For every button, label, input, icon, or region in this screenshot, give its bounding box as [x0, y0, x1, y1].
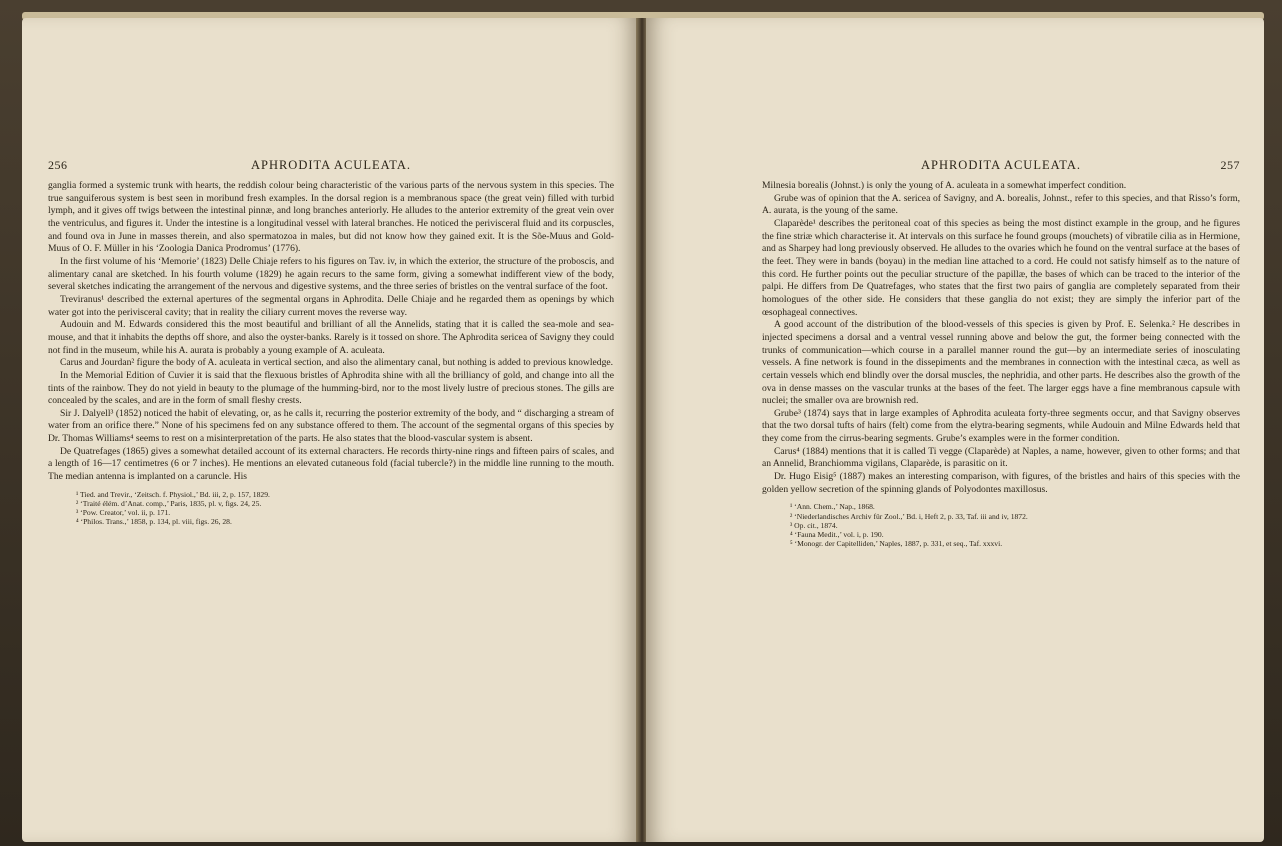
left-paragraph: Sir J. Dalyell³ (1852) noticed the habit of elevating, or, as he calls it, recurring the posterior extremity of the body, and “ discharging a stream of water from an orifice there.” None of his specimens fed on any substance offered to them. The account of the segmental organs of this species by Dr. Thomas Williams⁴ seems to rest on a misinterpretation of the parts. He also states that the blood-vascular system is absent.: [48, 407, 614, 445]
right-paragraph: Milnesia borealis (Johnst.) is only the young of A. aculeata in a somewhat imperfect condition.: [762, 180, 1127, 191]
left-page-number: 256: [48, 158, 68, 172]
left-footnotes: [48, 490, 614, 527]
left-page-header: [48, 158, 614, 180]
left-paragraph: In the first volume of his ‘Memorie’ (1823) Delle Chiaje refers to his figures on Tav. iv, in which the exterior, the structure of the proboscis, and alimentary canal are sketched. In his fourth volume (1829) he again recurs to the same form, giving a somewhat indifferent view of the body, several sketches indicating the arrangement of the nervous and digestive systems, and the three series of bristles on the ventral surface of the foot.: [48, 255, 614, 293]
left-footnote: ³ ‘Pow. Creator,’ vol. ii, p. 171.: [76, 508, 171, 518]
left-page: [22, 18, 638, 842]
right-paragraph: Grube was of opinion that the A. sericea of Savigny, and A. borealis, Johnst., refer to this species, and that Risso’s form, A. aurata, is the young of the same.: [762, 192, 1240, 217]
left-footnote: ¹ Tied. and Trevir., ‘Zeitsch. f. Physiol.,’ Bd. iii, 2, p. 157, 1829.: [76, 489, 270, 499]
right-paragraph: Grube³ (1874) says that in large examples of Aphrodita aculeata forty-three segments occur, and that Savigny observes that the two dorsal tufts of hairs (felt) come from the elytra-bearing segments, while Audouin and Milne Edwards held that they come from the cirrus-bearing segments. Grube’s examples were in the former condition.: [762, 407, 1240, 445]
right-page: [646, 18, 1264, 842]
right-footnote: ² ‘Niederlandisches Archiv für Zool.,’ Bd. i, Heft 2, p. 33, Taf. iii and iv, 1872.: [790, 511, 1028, 521]
right-footnote: ⁵ ‘Monogr. der Capitelliden,’ Naples, 1887, p. 331, et seq., Taf. xxxvi.: [790, 539, 1003, 549]
right-paragraph: A good account of the distribution of the blood-vessels of this species is given by Prof. E. Selenka.² He describes in injected specimens a dorsal and a ventral vessel running above and below the gut, the former being connected with the trunks of communication—which course in a parallel manner round the gut—by an intermediate series of inosculating vessels. A fine network is found in the dissepiments and the membranes in connection with the intestinal cæca, as well as certain vessels which end blindly over the dorsal muscles, the nephridia, and other parts. He describes also the growth of the ova in dense masses on the vascular trunks at the bases of the feet. The larger eggs have a fine membranous capsule with nuclei; the smaller ova are brownish red.: [762, 319, 1240, 407]
right-footnote: ⁴ ‘Fauna Medit.,’ vol. i, p. 190.: [790, 530, 884, 540]
right-footnote: ³ Op. cit., 1874.: [790, 520, 838, 530]
right-page-content: [762, 158, 1240, 548]
left-paragraph: ganglia formed a systemic trunk with hearts, the reddish colour being characteristic of the various parts of the nervous system in this species. The true sanguiferous system is best seen in moribund fresh examples. In the dorsal region is a membranous space (the great vein) filled with turbid lymph, and it gives off twigs between the intestinal pinnæ, and long branches anteriorly. He alludes to the anterior extremity of the great vein over the ventriculus, and figures it. Under the intestine is a longitudinal vessel with lateral branches. He noticed the perivisceral fluid and its corpuscles, and found ova in June in masses therein, and also spermatozoa in males, but did not know how they gained exit. It is the Sõe-Muus and Gold-Muus of O. F. Müller in his ‘Zoologia Danica Prodromus’ (1776).: [48, 180, 614, 255]
left-paragraph: In the Memorial Edition of Cuvier it is said that the flexuous bristles of Aphrodita shine with all the brilliancy of gold, and change into all the tints of the rainbow. They do not yield in beauty to the plumage of the humming-bird, nor to the most lively lustre of precious stones. The gills are concealed by the scales, and are in the form of small fleshy crests.: [48, 369, 614, 407]
left-footnote: ⁴ ‘Philos. Trans.,’ 1858, p. 134, pl. viii, figs. 26, 28.: [76, 517, 232, 527]
left-footnote: ² ‘Traité élém. d’Anat. comp.,’ Paris, 1835, pl. v, figs. 24, 25.: [76, 498, 262, 508]
right-paragraph: Dr. Hugo Eisig⁵ (1887) makes an interesting comparison, with figures, of the bristles and hairs of this species with the golden yellow secretion of the spinning glands of Polyodontes maxillosus.: [762, 471, 1240, 495]
left-running-title: APHRODITA ACULEATA.: [250, 158, 412, 172]
right-running-title: APHRODITA ACULEATA.: [920, 158, 1082, 172]
left-paragraph: De Quatrefages (1865) gives a somewhat detailed account of its external characters. He records thirty-nine rings and fifteen pairs of scales, and a length of 16—17 centimetres (6 or 7 inches). He mentions an elevated cutaneous fold (facial tubercle?) in the middle line running to the mouth. The median antenna is implanted on a caruncle. His: [48, 445, 614, 483]
right-page-number: 257: [1220, 158, 1240, 172]
left-paragraph: Audouin and M. Edwards considered this the most beautiful and brilliant of all the Annelids, stating that it is called the sea-mole and sea-mouse, and that it inhabits the depths off shore, and also the oyster-banks. Rarely is it tossed on shore. The Aphrodita sericea of Savigny they could not find in the museum, while his A. aurata is probably a young example of A. aculeata.: [48, 319, 614, 356]
right-page-header: [762, 158, 1240, 180]
right-paragraph: Claparède¹ describes the peritoneal coat of this species as being the most distinct example in the group, and he figures the fine striæ which characterise it. At intervals on this surface he found groups (mouchets) of vibratile cilia as in Hermione, and as Sharpey had long previously observed. He alludes to the ovaries which he found on the ventral surface at the bases of the feet. They were in bands (boyau) in the median line attached to a cord. He could not satisfy himself as to the nature of this cord. He further points out the peculiar structure of the papillæ, the bases of which can be traced to the interior of the palpi. He differs from De Quatrefages, who states that the first two pairs of ganglia are completely separated from their homologues of the other side. He considers that these ganglia do not exist; they are simply the inferior part of the œsophageal connectives.: [762, 217, 1240, 318]
right-footnote: ¹ ‘Ann. Chem.,’ Nap., 1868.: [790, 502, 875, 512]
right-footnotes: [762, 502, 1240, 548]
left-paragraph: Treviranus¹ described the external apertures of the segmental organs in Aphrodita. Delle Chiaje and he regarded them as openings by which water got into the perivisceral cavity; that in reality the ciliary current moves the reverse way.: [48, 293, 614, 318]
left-paragraph: Carus and Jourdan² figure the body of A. aculeata in vertical section, and also the alimentary canal, but nothing is added to previous knowledge.: [60, 357, 614, 369]
left-page-content: [48, 158, 614, 527]
right-paragraph: Carus⁴ (1884) mentions that it is called Ti vegge (Claparède) at Naples, a name, however, given to other forms; and that an Annelid, Branchiomma vigilans, Claparède, is parasitic on it.: [762, 445, 1240, 470]
